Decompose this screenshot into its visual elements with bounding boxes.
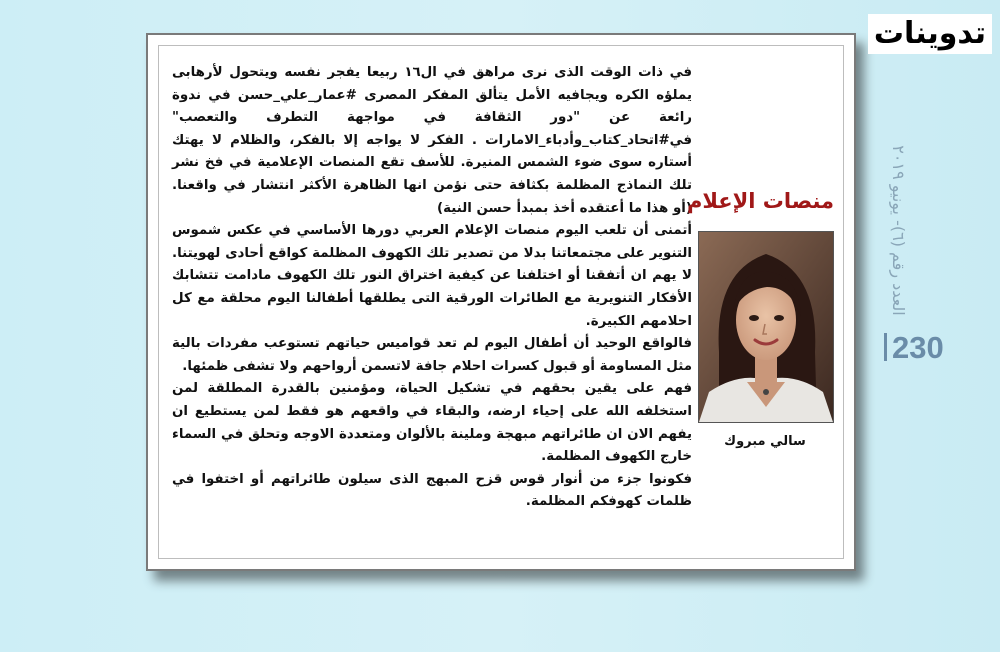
issue-info — [885, 128, 911, 333]
article-paragraph-3: فالواقع الوحيد أن أطفال اليوم لم تعد قواميس حياتهم تستوعب مفردات بالية مثل المساومة أو قبول كسرات احلام جافة لاتسمن أرواحهم ولا تشفى ظمئها. — [172, 336, 692, 374]
page-number-block — [884, 330, 954, 366]
author-name: سالي مبروك — [724, 434, 806, 449]
article-paragraph-2: أتمنى أن تلعب اليوم منصات الإعلام العربي دورها الأساسي في عكس شموس التنوير على مجتمعاتنا بدلا من تصدير تلك الكهوف المظلمة كواقع أحادى لهويتنا. لا يهم ان أتفقنا أو اختلفنا عن كيفية اختراق النور تلك الكهوف مادامت تتشابك الأفكار التنويرية مع الطائرات الورقية التى يطلقها أطفالنا اليوم محلقة مع كل احلامهم الكبيرة. — [172, 223, 692, 329]
article-paragraph-1: في ذات الوقت الذى نرى مراهق في ال١٦ ربيعا يفجر نفسه ويتحول لأرهابى يملؤه الكره ويجافيه الأمل يتألق المفكر المصرى #عمار_علي_حسن في ندوة رائعة عن "دور الثقافة في مواجهة التطرف والتعصب" في#اتحاد_كتاب_وأدباء_الامارات . الفكر لا يواجه إلا بالفكر، والظلام لا يهتك أستاره سوى ضوء الشمس المنيرة. للأسف تقع المنصات الإعلامية في فخ نشر تلك النماذج المظلمة بكثافة حتى نؤمن انها الظاهرة الأكثر انتشار في واقعنا. (أو هذا ما أعتقده أخذ بمبدأ حسن النية) — [172, 65, 692, 216]
topic-heading: منصات الإعلام — [686, 189, 835, 213]
author-portrait-illustration — [699, 232, 833, 422]
article-paragraph-5: فكونوا جزء من أنوار قوس قزح المبهج الذى سيلون طائراتهم أو اختفوا في ظلمات كهوفكم المظلمة. — [172, 471, 692, 510]
page-number: 230 — [892, 330, 944, 365]
issue-line: العدد رقم (٦)- يونيو ٢٠١٩ — [889, 145, 908, 316]
page-number-bar — [884, 333, 887, 361]
article-body — [172, 62, 692, 514]
article-paragraph-4: فهم على يقين بحقهم في تشكيل الحياة، ومؤمنين بالقدرة المطلقة لمن استخلفه الله على إحياء ارضه، والبقاء في واقعهم هو فقط لمن يستطيع ان يفهم الان ان طائراتهم مبهجة وملينة بالألوان ومتعددة الاوجه وتحلق في السماء خارج الكهوف المظلمة. — [172, 381, 692, 465]
section-title: تدوينات — [868, 14, 992, 54]
author-photo — [698, 231, 834, 423]
